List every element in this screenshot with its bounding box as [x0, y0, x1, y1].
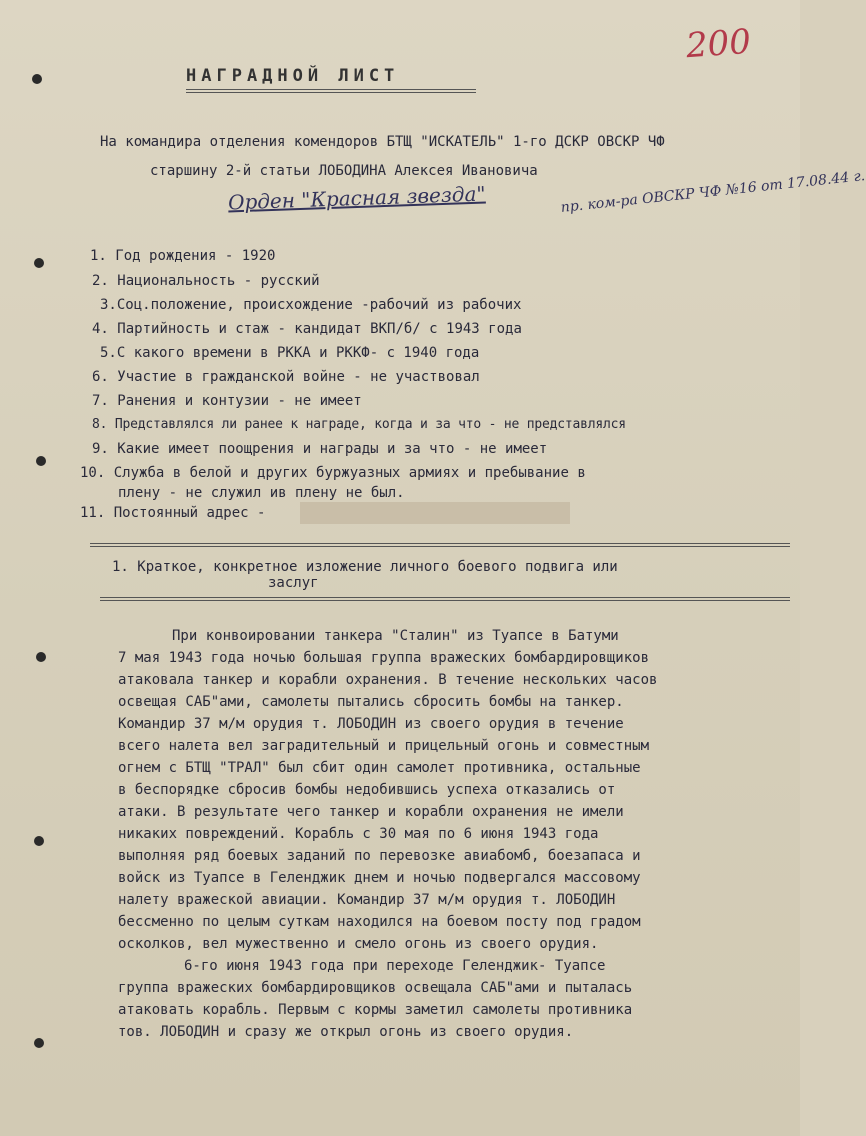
redacted-address: [300, 502, 570, 524]
question-text: Соц.положение, происхождение -рабочий из рабочих: [116, 297, 522, 313]
question-text: Представлялся ли ранее к награде, когда и за что - не представлялся: [114, 417, 626, 432]
binder-hole-mark: [36, 456, 46, 466]
narrative-line: 7 мая 1943 года ночью большая группа вражеских бомбардировщиков: [118, 650, 650, 666]
question-text: Ранения и контузии - не имеет: [117, 393, 362, 409]
award-order-reference: пр. ком-ра ОВСКР ЧФ №16 от 17.08.44 г.: [560, 168, 866, 216]
question-text: С какого времени в РККА и РККФ- с 1940 года: [116, 345, 480, 361]
narrative-line: освещая САБ"ами, самолеты пытались сбросить бомбы на танкер.: [118, 694, 624, 710]
question-text: Какие имеет поощрения и награды и за что - не имеет: [117, 441, 548, 457]
section-bottom-rule: [100, 597, 790, 601]
narrative-line: всего налета вел заградительный и прицельный огонь и совместным: [118, 738, 650, 754]
question-row-3: [100, 297, 521, 313]
folio-number: 200: [684, 21, 753, 67]
narrative-line: никаких повреждений. Корабль с 30 мая по 6 июня 1943 года: [118, 826, 599, 842]
question-number: 5.: [100, 345, 117, 361]
question-number: 7.: [92, 393, 109, 409]
question-row-9: [92, 441, 547, 457]
narrative-line: группа вражеских бомбардировщиков освещала САБ"ами и пыталась: [118, 980, 633, 996]
narrative-line: атаковала танкер и корабли охранения. В течение нескольких часов: [118, 672, 658, 688]
question-row-2: [92, 273, 320, 289]
question-number: 11.: [80, 505, 106, 521]
question-number: 4.: [92, 321, 109, 337]
binder-hole-mark: [36, 652, 46, 662]
narrative-line: огнем с БТЩ "ТРАЛ" был сбит один самолет противника, остальные: [118, 760, 641, 776]
narrative-line: в беспорядке сбросив бомбы недобившись успеха отказались от: [118, 782, 616, 798]
narrative-line: войск из Туапсе в Геленджик днем и ночью подвергался массовому: [118, 870, 641, 886]
subject-line-2: старшину 2-й статьи ЛОБОДИНА Алексея Ивановича: [150, 163, 538, 179]
document-title: НАГРАДНОЙ ЛИСТ: [186, 66, 400, 86]
question-text: плену - не служил ив плену не был.: [118, 485, 405, 501]
binder-hole-mark: [32, 74, 42, 84]
title-underline: [186, 89, 476, 93]
question-text: Служба в белой и других буржуазных армиях и пребывание в: [113, 465, 586, 481]
subject-line-1: На командира отделения комендоров БТЩ "ИСКАТЕЛЬ" 1-го ДСКР ОВСКР ЧФ: [100, 134, 665, 150]
question-row-10-cont: [118, 485, 405, 501]
narrative-line: 6-го июня 1943 года при переходе Геленджик- Туапсе: [184, 958, 606, 974]
question-text: Постоянный адрес -: [113, 505, 266, 521]
award-name-handwritten: Орден "Красная звезда": [227, 181, 486, 215]
question-number: 2.: [92, 273, 109, 289]
question-number: 3.: [100, 297, 117, 313]
section-heading-line-2: заслуг: [268, 575, 319, 591]
narrative-line: налету вражеской авиации. Командир 37 м/м орудия т. ЛОБОДИН: [118, 892, 616, 908]
narrative-line: тов. ЛОБОДИН и сразу же открыл огонь из своего орудия.: [118, 1024, 574, 1040]
question-number: 1.: [90, 248, 107, 264]
narrative-line: При конвоировании танкера "Сталин" из Туапсе в Батуми: [172, 628, 619, 644]
question-row-8: [92, 417, 626, 432]
narrative-line: атаки. В результате чего танкер и корабли охранения не имели: [118, 804, 624, 820]
question-number: 10.: [80, 465, 106, 481]
narrative-line: бессменно по целым суткам находился на боевом посту под градом: [118, 914, 641, 930]
narrative-line: выполняя ряд боевых заданий по перевозке авиабомб, боезапаса и: [118, 848, 641, 864]
binder-hole-mark: [34, 836, 44, 846]
binder-hole-mark: [34, 258, 44, 268]
question-row-7: [92, 393, 362, 409]
question-row-5: [100, 345, 479, 361]
section-heading-line-1: 1. Краткое, конкретное изложение личного боевого подвига или: [112, 559, 618, 575]
section-top-rule: [90, 543, 790, 547]
question-text: Участие в гражданской войне - не участвовал: [117, 369, 480, 385]
question-row-11: [80, 505, 265, 521]
question-number: 6.: [92, 369, 109, 385]
question-text: Национальность - русский: [117, 273, 320, 289]
question-text: Партийность и стаж - кандидат ВКП/б/ с 1943 года: [117, 321, 522, 337]
binder-hole-mark: [34, 1038, 44, 1048]
question-row-6: [92, 369, 480, 385]
narrative-line: Командир 37 м/м орудия т. ЛОБОДИН из своего орудия в течение: [118, 716, 624, 732]
narrative-line: атаковать корабль. Первым с кормы заметил самолеты противника: [118, 1002, 633, 1018]
question-text: Год рождения - 1920: [115, 248, 276, 264]
question-row-1: [90, 248, 275, 264]
question-number: 9.: [92, 441, 109, 457]
question-row-4: [92, 321, 522, 337]
narrative-line: осколков, вел мужественно и смело огонь из своего орудия.: [118, 936, 599, 952]
question-row-10: [80, 465, 586, 481]
question-number: 8.: [92, 417, 108, 432]
